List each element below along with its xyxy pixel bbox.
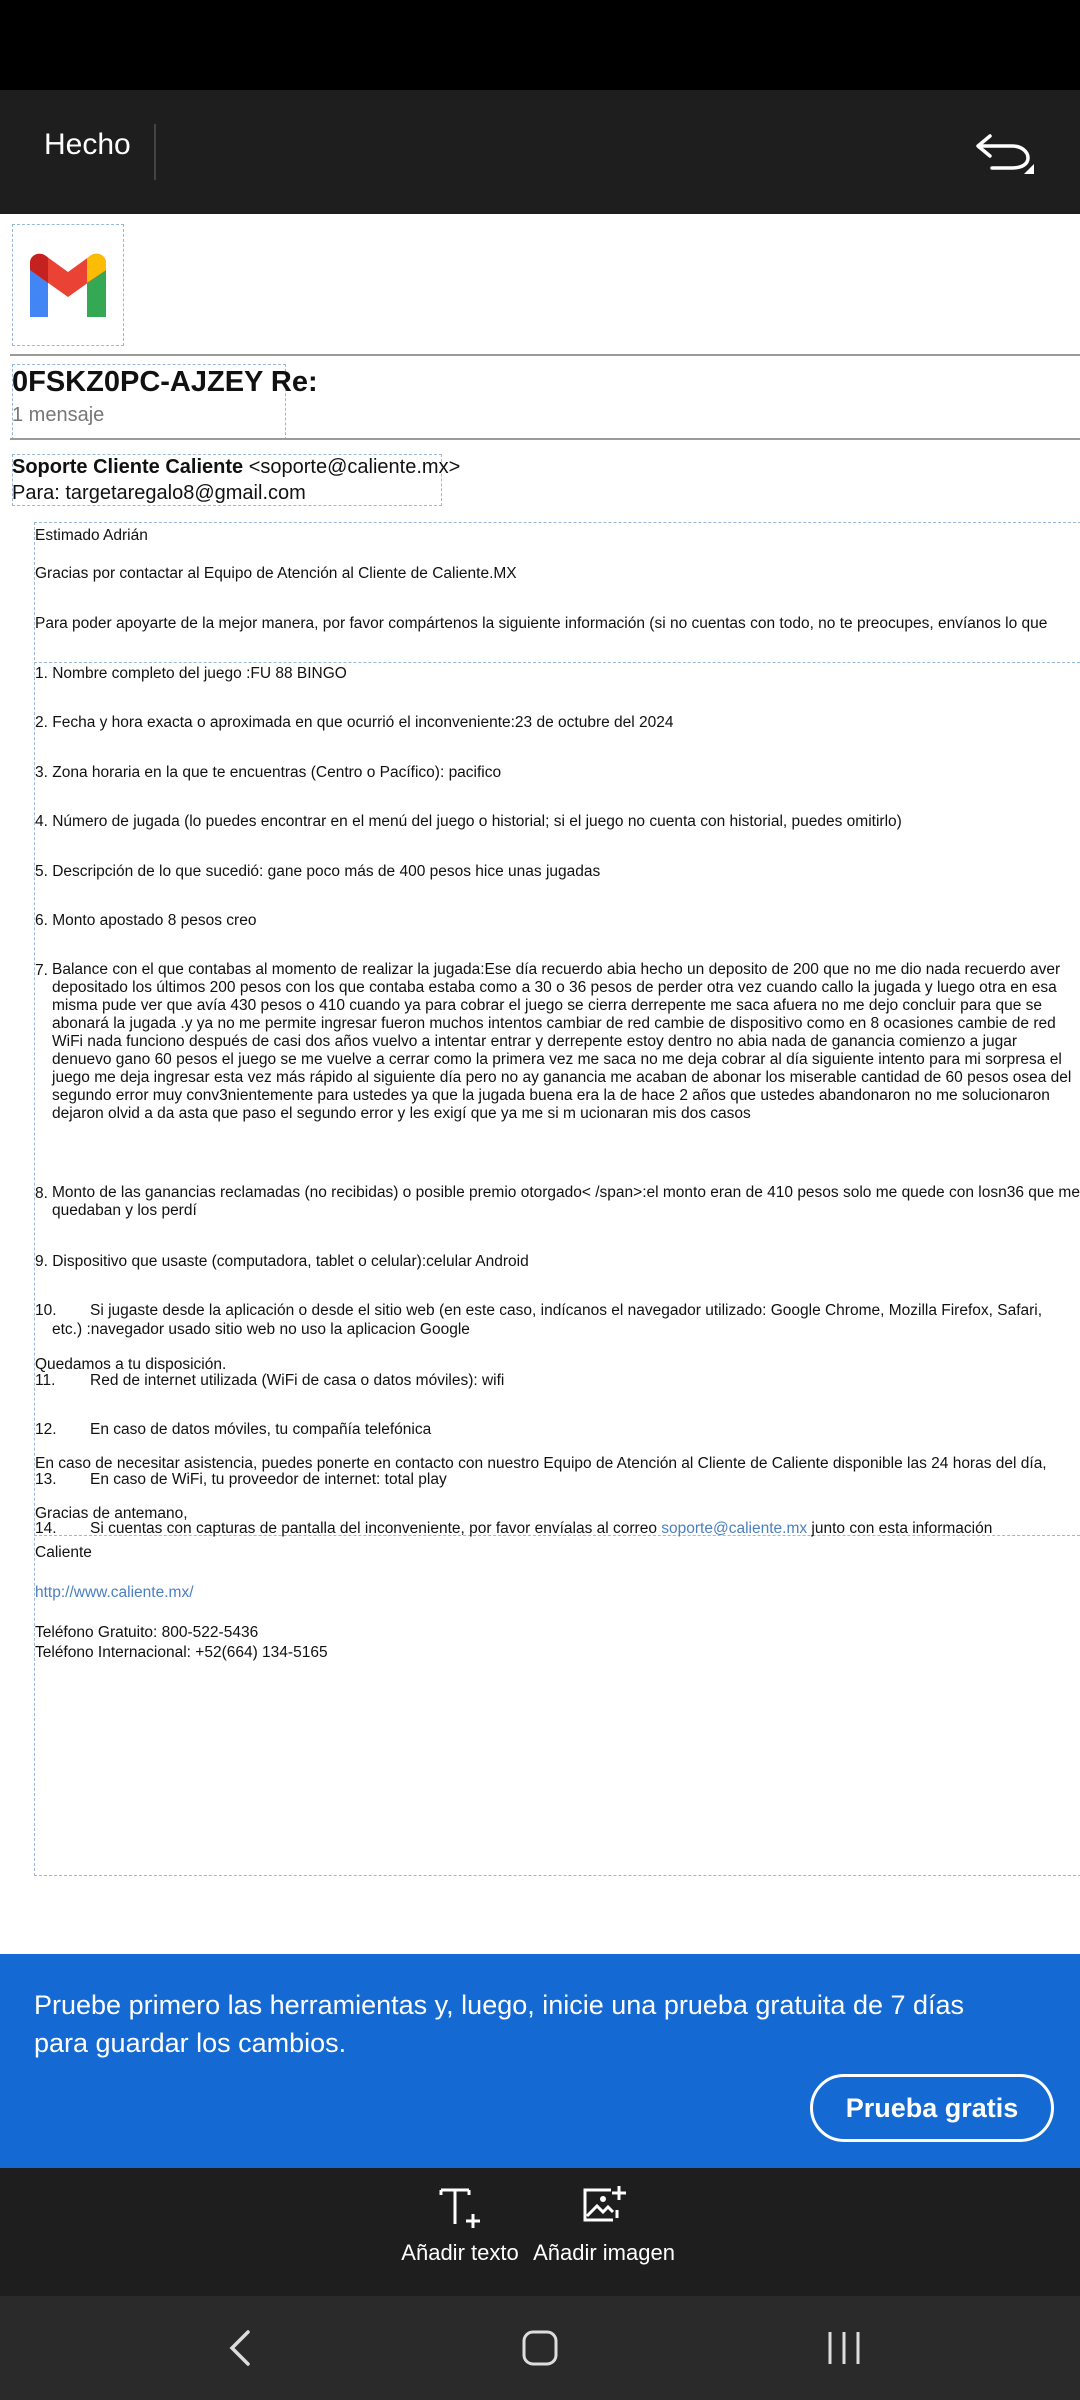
- list-number: 7.: [35, 962, 48, 979]
- trial-banner-text: Pruebe primero las herramientas y, luego, inicie una prueba gratuita de 7 días para guardar los cambios.: [34, 1990, 965, 2058]
- thanks-advance: Gracias de antemano,: [35, 1505, 188, 1522]
- website-link[interactable]: http://www.caliente.mx/: [35, 1584, 194, 1601]
- item-text: junto con esta información: [811, 1520, 993, 1537]
- email-document[interactable]: [0, 214, 1080, 1954]
- list-item: 6. Monto apostado 8 pesos creo: [35, 912, 257, 929]
- list-number: 10.: [35, 1302, 57, 1319]
- toolbar-divider: [154, 124, 156, 180]
- trial-banner: [0, 1954, 1080, 2168]
- signature: Caliente: [35, 1544, 92, 1561]
- message-count: 1 mensaje: [12, 404, 105, 426]
- phone-international: Teléfono Internacional: +52(664) 134-5165: [35, 1644, 328, 1661]
- recipient-line: Para: targetaregalo8@gmail.com: [12, 482, 306, 504]
- list-item: En caso de datos móviles, tu compañía telefónica: [90, 1421, 432, 1438]
- undo-icon[interactable]: [972, 126, 1036, 174]
- greeting: Estimado Adrián: [35, 527, 148, 544]
- list-item: 1. Nombre completo del juego :FU 88 BINGO: [35, 665, 347, 682]
- add-image-icon: [581, 2184, 627, 2230]
- add-text-button[interactable]: [385, 2184, 535, 2266]
- thanks-text: Gracias por contactar al Equipo de Atención al Cliente de Caliente.MX: [35, 565, 517, 582]
- support-text: En caso de necesitar asistencia, puedes ponerte en contacto con nuestro Equipo de Atención al Cliente de Caliente disponible las 24 horas del día,: [35, 1455, 1047, 1472]
- add-image-button[interactable]: [529, 2184, 679, 2266]
- list-item: 5. Descripción de lo que sucedió: gane poco más de 400 pesos hice unas jugadas: [35, 863, 601, 880]
- status-bar: [0, 0, 1080, 90]
- list-number: 12.: [35, 1421, 57, 1438]
- list-item: 4. Número de jugada (lo puedes encontrar en el menú del juego o historial; si el juego no cuenta con historial, puedes omitirlo): [35, 813, 902, 830]
- list-item: 2. Fecha y hora exacta o aproximada en que ocurrió el inconveniente:23 de octubre del 2024: [35, 714, 674, 731]
- done-button[interactable]: Hecho: [44, 128, 131, 161]
- system-nav-bar: [0, 2296, 1080, 2400]
- intro-text: Para poder apoyarte de la mejor manera, por favor compártenos la siguiente información (si no cuentas con todo, no te preocupes, envíanos lo que: [35, 615, 1048, 632]
- add-text-label: Añadir texto: [401, 2240, 519, 2265]
- list-item: [90, 1519, 992, 1538]
- sender-name: Soporte Cliente Caliente: [12, 456, 244, 478]
- item-text: Si cuentas con capturas de pantalla del inconveniente, por favor envíalas al correo: [90, 1520, 657, 1537]
- free-trial-button[interactable]: Prueba gratis: [810, 2074, 1054, 2142]
- add-image-label: Añadir imagen: [533, 2240, 675, 2265]
- list-item: etc.) :navegador usado sitio web no uso la aplicacion Google: [52, 1321, 470, 1338]
- list-item: En caso de WiFi, tu proveedor de internet: total play: [90, 1471, 447, 1488]
- top-toolbar: [0, 90, 1080, 214]
- gmail-logo: [12, 224, 124, 346]
- list-number: 8.: [35, 1185, 48, 1202]
- phone-free: Teléfono Gratuito: 800-522-5436: [35, 1624, 259, 1641]
- divider: [10, 354, 1080, 356]
- email-subject: 0FSKZ0PC-AJZEY Re:: [12, 366, 318, 398]
- list-item: Red de internet utilizada (WiFi de casa o datos móviles): wifi: [90, 1372, 505, 1389]
- bottom-toolbar: [0, 2168, 1080, 2296]
- divider: [10, 438, 1080, 440]
- add-text-icon: [437, 2184, 483, 2230]
- list-number: 11.: [35, 1372, 56, 1389]
- gmail-icon: [13, 225, 123, 345]
- list-item: 9. Dispositivo que usaste (computadora, tablet o celular):celular Android: [35, 1253, 529, 1270]
- sender-email: <soporte@caliente.mx>: [248, 456, 461, 478]
- list-item: Monto de las ganancias reclamadas (no recibidas) o posible premio otorgado< /span>:el monto eran de 410 pesos solo me quede con losn36 que me quedaban y los perdí: [52, 1184, 1080, 1219]
- list-item: 3. Zona horaria en la que te encuentras (Centro o Pacífico): pacifico: [35, 764, 502, 781]
- support-email-link[interactable]: soporte@caliente.mx: [661, 1520, 808, 1537]
- home-icon[interactable]: [518, 2326, 562, 2370]
- list-item: Balance con el que contabas al momento de realizar la jugada:Ese día recuerdo abia hecho un deposito de 200 que no me dio nada recuerdo aver depositado los últimos 200 pesos con los que contaba estaba como a 30 o 36 pesos de perder otra vez cuando callo la jugada y luego otra en esa misma pude ver que avía 430 pesos o 410 cuando ya para cobrar el juego se cierra derrepente me saca afuera no me dejo concluir para que se abonará la jugada .y ya no me permite ingresar fueron muchos intentos cambiar de red cambie de dispositivo como en 8 ocasiones cambie de red WiFi nada funciono después de casi dos años vuelvo a intentar entrar y derrepente estoy dentro no abia nada de ganancia comienzo a jugar denuevo gano 60 pesos el juego se me vuelve a cerrar como la primera vez me saca no me deja cobrar al día siguiente intento para mi sorpresa el juego me deja ingresar esta vez más rápido al siguiente día pero no ay ganancia me acaban de abonar los miserable cantidad de 60 pesos osea del segundo error muy conv3nientemente para ustedes ya que la jugada buena era la de hace 2 años que ustedes abandonaron no me solucionaron dejaron olvid a da asta que paso el segundo error y les exigí que ya me si m ucionaran mis dos casos: [52, 961, 1072, 1122]
- list-number: 14.: [35, 1520, 57, 1537]
- list-item: Si jugaste desde la aplicación o desde el sitio web (en este caso, indícanos el navegador utilizado: Google Chrome, Mozilla Firefox, Safari,: [90, 1302, 1043, 1319]
- list-number: 13.: [35, 1471, 57, 1488]
- recent-apps-icon[interactable]: [822, 2326, 866, 2370]
- closing-text: Quedamos a tu disposición.: [35, 1356, 227, 1373]
- sender-line: [12, 456, 460, 479]
- back-icon[interactable]: [220, 2326, 260, 2370]
